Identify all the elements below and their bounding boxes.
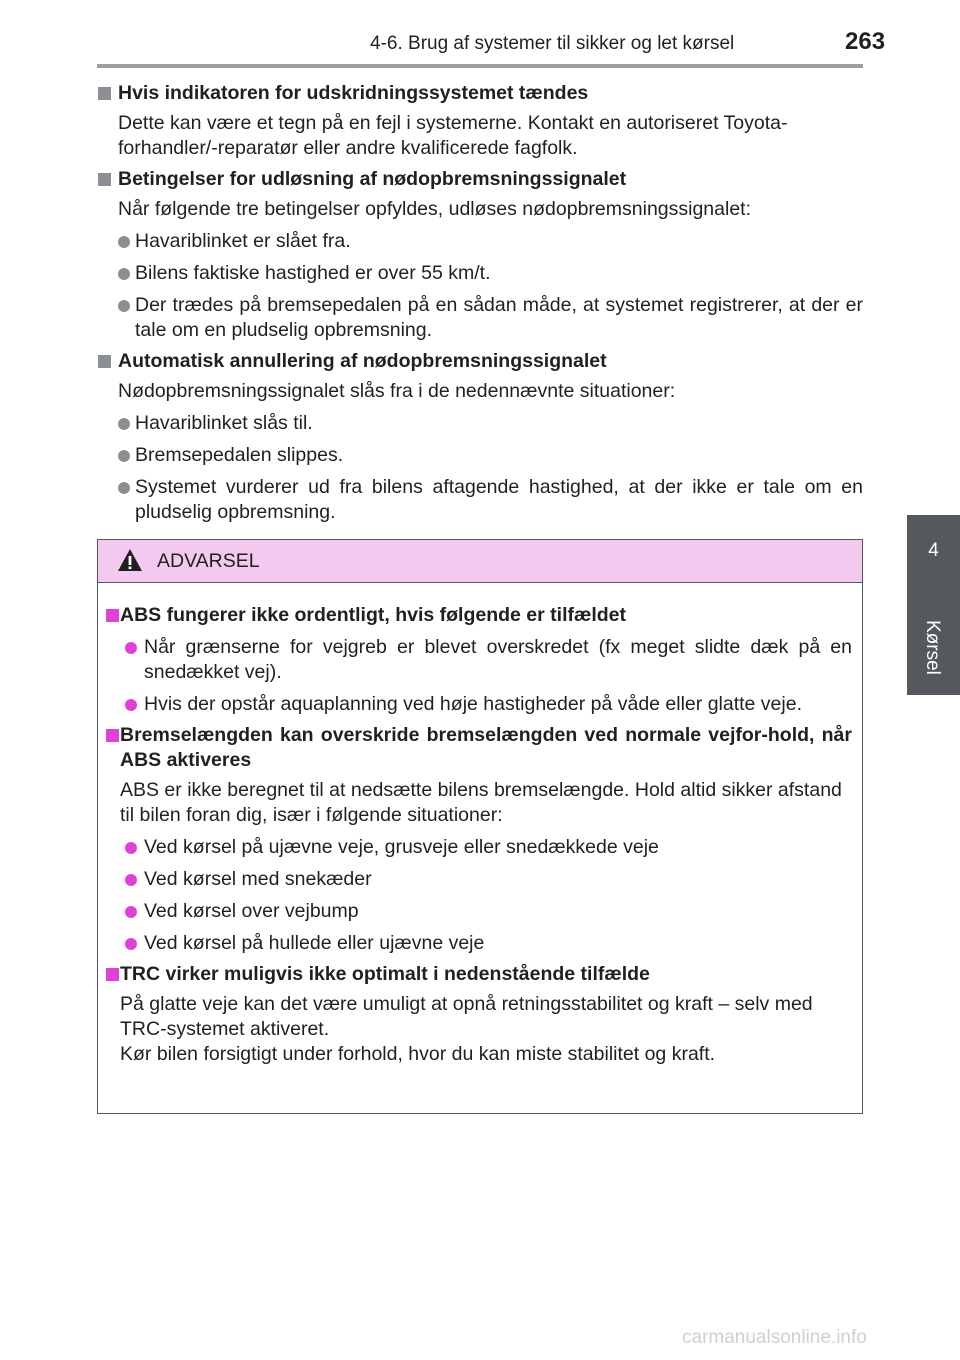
list-item <box>97 443 863 468</box>
chapter-number: 4 <box>928 540 939 561</box>
square-bullet-icon <box>98 355 111 368</box>
warning-body <box>98 598 862 1067</box>
circle-bullet-icon <box>125 699 137 711</box>
warning-list-item <box>98 867 862 892</box>
list-item-text: Hvis der opstår aquaplanning ved høje hastigheder på våde eller glatte veje. <box>144 693 803 715</box>
chapter-tab <box>907 515 960 695</box>
section-paragraph: Dette kan være et tegn på en fejl i systemerne. Kontakt en autoriseret Toyota-forhandler/-reparatør eller andre kvalificerede fagfolk. <box>118 112 788 159</box>
list-item-text: Havariblinket slås til. <box>135 412 313 434</box>
circle-bullet-icon <box>125 874 137 886</box>
circle-bullet-icon <box>125 938 137 950</box>
warning-title: ADVARSEL <box>157 550 260 572</box>
square-bullet-icon <box>98 173 111 186</box>
warning-section-heading <box>98 962 862 987</box>
warning-list-item <box>98 931 862 956</box>
warning-section-heading-text: Bremselængden kan overskride bremselængden ved normale vejfor-hold, når ABS aktiveres <box>120 724 852 771</box>
circle-bullet-icon <box>125 842 137 854</box>
warning-triangle-icon <box>117 548 143 572</box>
square-bullet-icon <box>106 609 119 622</box>
warning-list-item <box>98 692 862 717</box>
warning-section-heading-text: ABS fungerer ikke ordentligt, hvis følgende er tilfældet <box>120 604 626 626</box>
circle-bullet-icon <box>118 268 130 280</box>
warning-section-heading <box>98 723 862 773</box>
square-bullet-icon <box>106 968 119 981</box>
list-item-text: Bilens faktiske hastighed er over 55 km/t. <box>135 262 491 284</box>
section-heading-text: Automatisk annullering af nødopbremsningssignalet <box>118 350 607 372</box>
list-item-text: Der trædes på bremsepedalen på en sådan måde, at systemet registrerer, at der er tale om en pludselig opbremsning. <box>135 294 863 341</box>
main-content <box>97 76 863 525</box>
square-bullet-icon <box>98 87 111 100</box>
list-item-text: Systemet vurderer ud fra bilens aftagende hastighed, at der ikke er tale om en pludselig opbremsning. <box>135 476 863 523</box>
warning-section-heading-text: TRC virker muligvis ikke optimalt i nedenstående tilfælde <box>120 963 650 985</box>
list-item-text: Ved kørsel med snekæder <box>144 868 372 890</box>
section-heading <box>97 81 863 106</box>
circle-bullet-icon <box>118 300 130 312</box>
list-item-text: Når grænserne for vejgreb er blevet overskredet (fx meget slidte dæk på en snedækket vej). <box>144 636 852 683</box>
warning-box <box>97 539 863 1114</box>
warning-paragraph: ABS er ikke beregnet til at nedsætte bilens bremselængde. Hold altid sikker afstand til bilen foran dig, især i følgende situationer: <box>120 779 842 826</box>
warning-list-item <box>98 835 862 860</box>
section-paragraph: Nødopbremsningssignalet slås fra i de nedennævnte situationer: <box>118 380 676 402</box>
list-item-text: Ved kørsel over vejbump <box>144 900 359 922</box>
running-header: 4-6. Brug af systemer til sikker og let kørsel <box>370 33 735 54</box>
section-paragraph: Når følgende tre betingelser opfyldes, udløses nødopbremsningssignalet: <box>118 198 752 220</box>
circle-bullet-icon <box>125 906 137 918</box>
page-number: 263 <box>845 28 886 55</box>
list-item-text: Ved kørsel på ujævne veje, grusveje eller snedækkede veje <box>144 836 659 858</box>
section-heading <box>97 167 863 192</box>
circle-bullet-icon <box>125 642 137 654</box>
warning-section-heading <box>98 603 862 628</box>
circle-bullet-icon <box>118 418 130 430</box>
circle-bullet-icon <box>118 482 130 494</box>
circle-bullet-icon <box>118 450 130 462</box>
warning-list-item <box>98 635 862 685</box>
circle-bullet-icon <box>118 236 130 248</box>
warning-list-item <box>98 899 862 924</box>
watermark: carmanualsonline.info <box>682 1327 867 1348</box>
section-heading-text: Hvis indikatoren for udskridningssystemet tændes <box>118 82 589 104</box>
list-item-text: Bremsepedalen slippes. <box>135 444 344 466</box>
list-item-text: Havariblinket er slået fra. <box>135 230 351 252</box>
section-heading <box>97 349 863 374</box>
list-item <box>97 261 863 286</box>
list-item-text: Ved kørsel på hullede eller ujævne veje <box>144 932 485 954</box>
list-item <box>97 293 863 343</box>
chapter-label: Kørsel <box>922 620 943 675</box>
list-item <box>97 411 863 436</box>
header-divider <box>97 64 863 68</box>
warning-paragraph: På glatte veje kan det være umuligt at opnå retningsstabilitet og kraft – selv med TRC-systemet aktiveret. <box>120 993 813 1040</box>
list-item <box>97 229 863 254</box>
square-bullet-icon <box>106 729 119 742</box>
list-item <box>97 475 863 525</box>
section-heading-text: Betingelser for udløsning af nødopbremsningssignalet <box>118 168 627 190</box>
warning-header <box>98 540 862 583</box>
warning-paragraph: Kør bilen forsigtigt under forhold, hvor du kan miste stabilitet og kraft. <box>120 1043 716 1065</box>
